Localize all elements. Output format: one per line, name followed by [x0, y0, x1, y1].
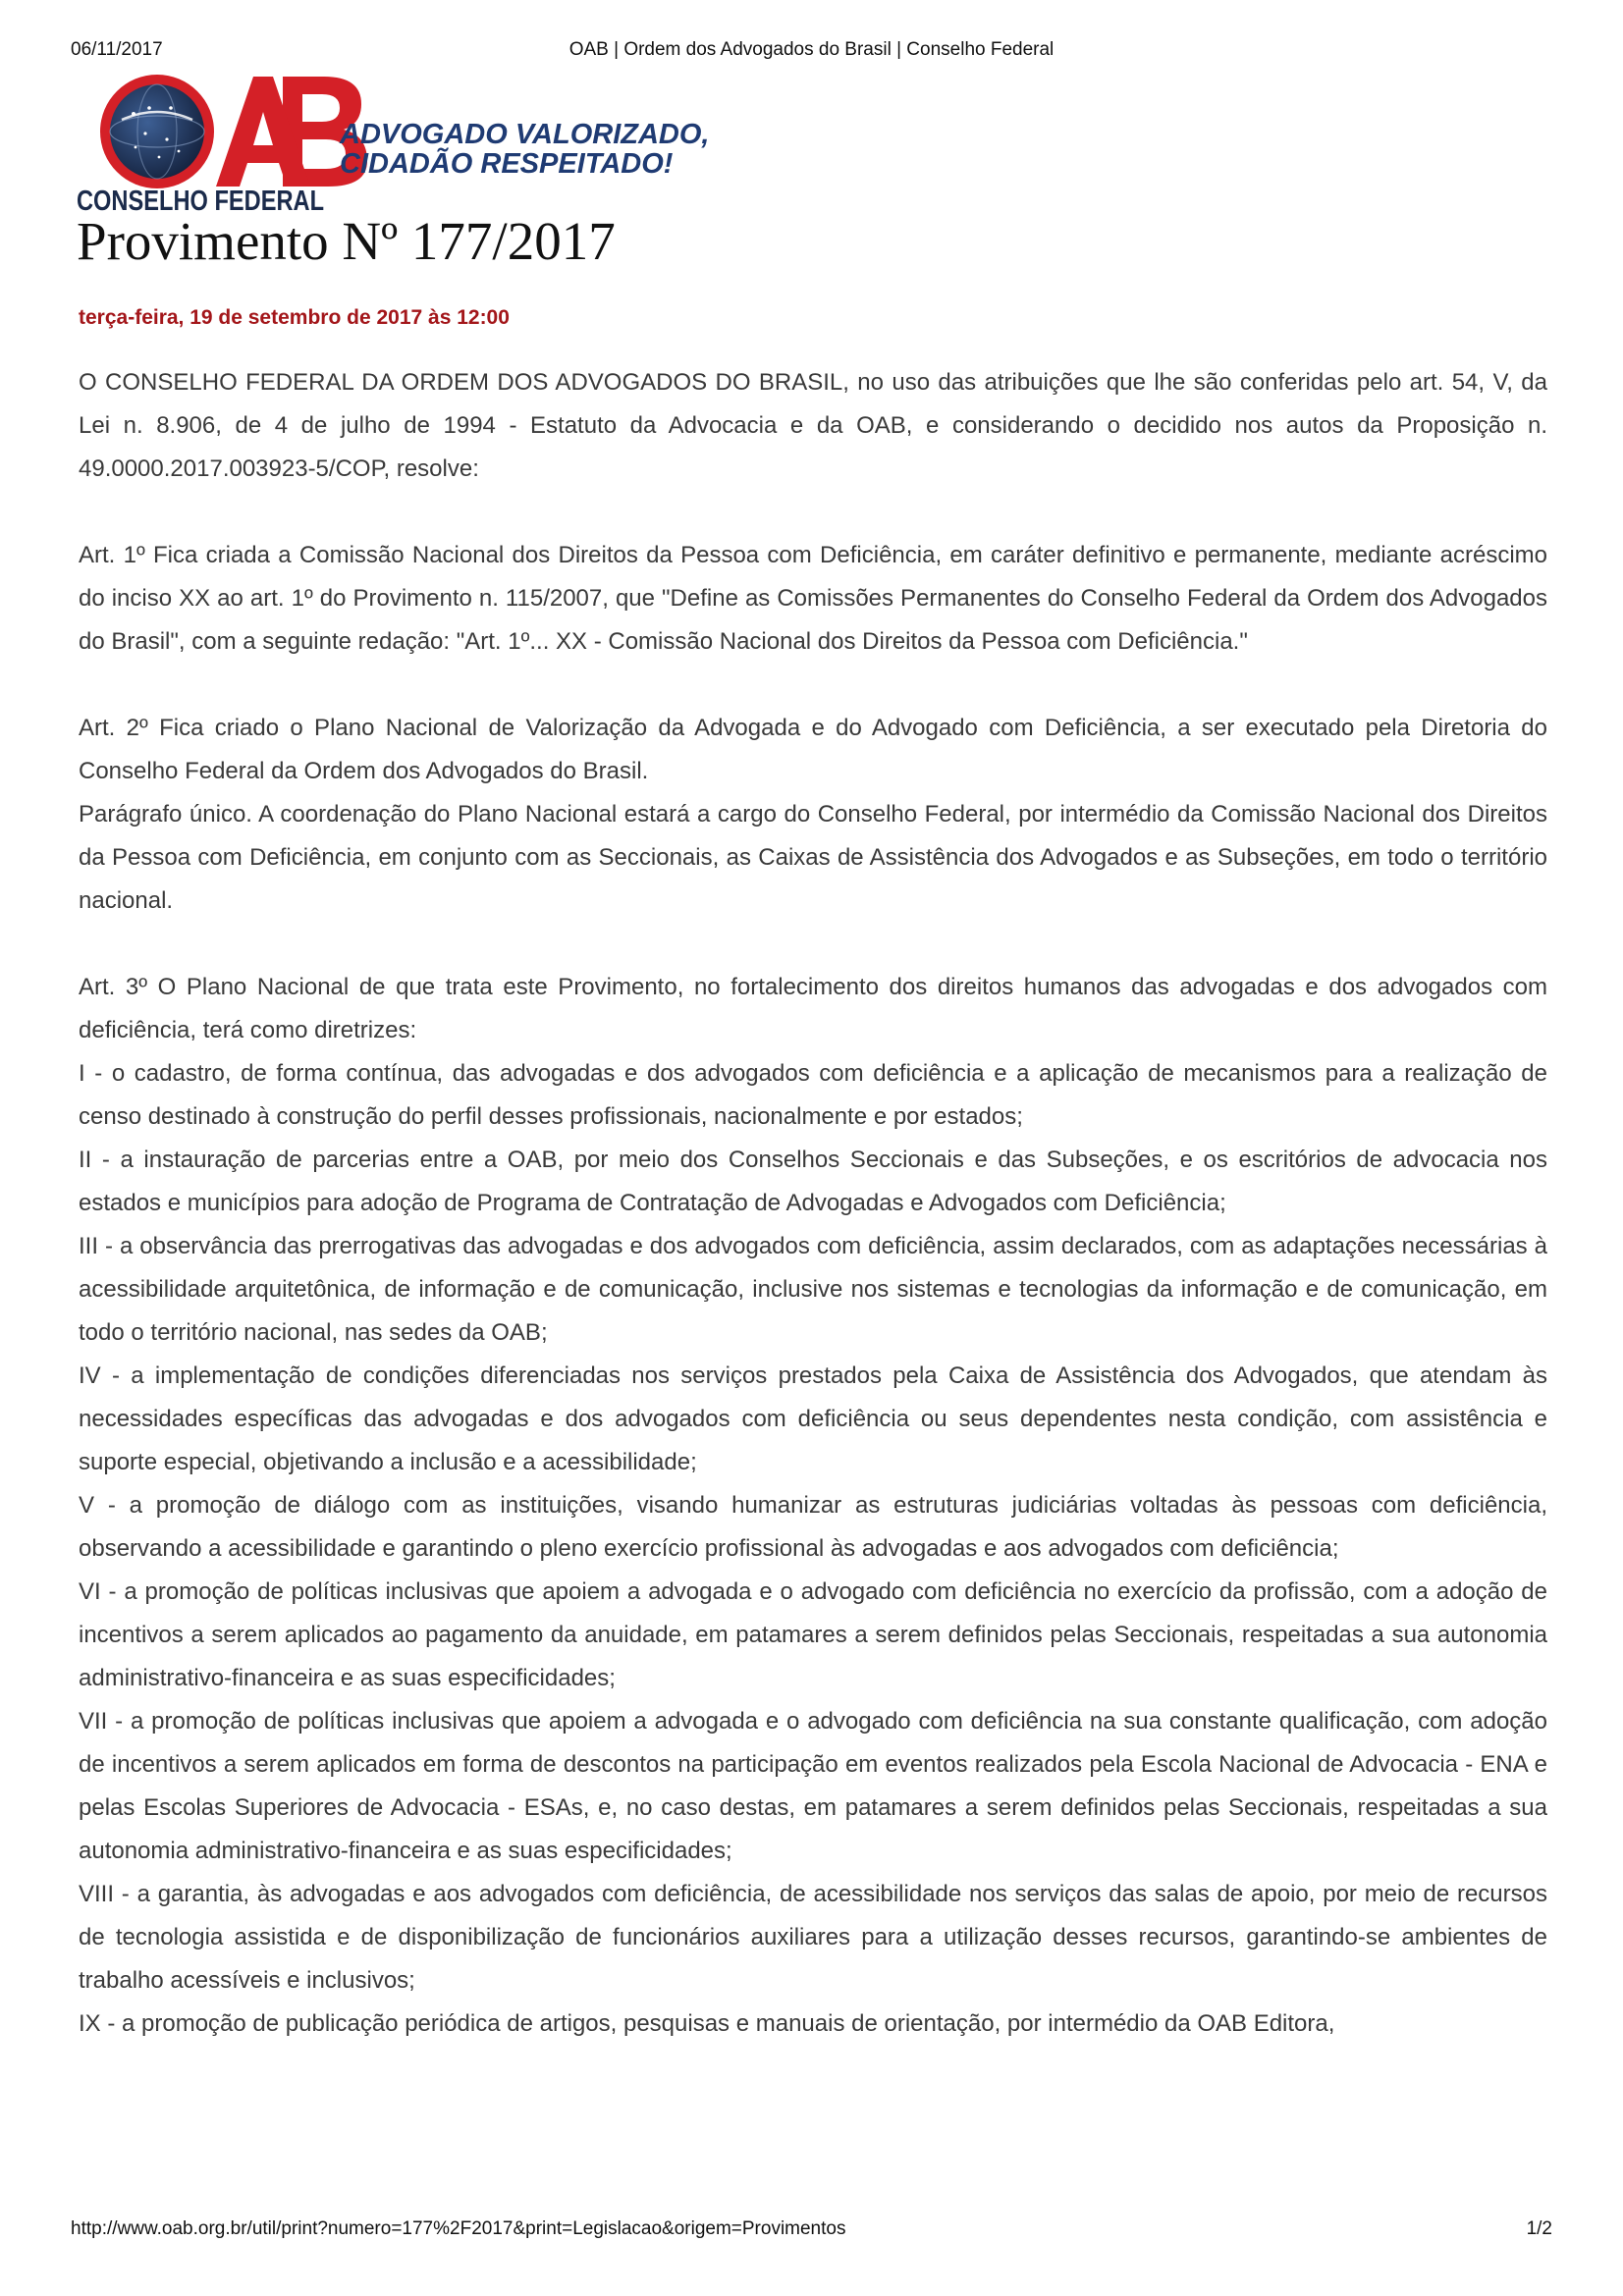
article-3-item-iv: IV - a implementação de condições diferenciadas nos serviços prestados pela Caixa de Assistência dos Advogados, que atendam às necessidades específicas das advogadas e dos advogados com deficiência ou seus dependentes nesta condição, com assistência e suporte especial, objetivando a inclusão e a acessibilidade; [79, 1362, 1547, 1475]
document-date: terça-feira, 19 de setembro de 2017 às 12:00 [79, 306, 510, 329]
article-3-item-ii: II - a instauração de parcerias entre a OAB, por meio dos Conselhos Seccionais e das Subseções, e os escritórios de advocacia nos estados e municípios para adoção de Programa de Contratação de Advogadas e Advogados com Deficiência; [79, 1147, 1547, 1216]
article-3-item-iii: III - a observância das prerrogativas das advogadas e dos advogados com deficiência, assim declarados, com as adaptações necessárias à acessibilidade arquitetônica, de informação e de comunicação, inclusive nos sistemas e tecnologias da informação e de comunicação, em todo o território nacional, nas sedes da OAB; [79, 1233, 1547, 1346]
page-number: 1/2 [1526, 2218, 1552, 2239]
article-3-item-vi: VI - a promoção de políticas inclusivas que apoiem a advogada e o advogado com deficiência no exercício da profissão, com a adoção de incentivos a serem aplicados ao pagamento da anuidade, em patamares a serem definidos pelas Seccionais, respeitadas a sua autonomia administrativo-financeira e as suas especificidades; [79, 1578, 1547, 1691]
oab-logo-graphic [77, 75, 710, 217]
document-title: Provimento Nº 177/2017 [77, 211, 616, 271]
article-2-paragraph: Art. 2º Fica criado o Plano Nacional de Valorização da Advogada e do Advogado com Deficiência, a ser executado pela Diretoria do Conselho Federal da Ordem dos Advogados do Brasil. [79, 715, 1547, 784]
preamble-paragraph: O CONSELHO FEDERAL DA ORDEM DOS ADVOGADOS DO BRASIL, no uso das atribuições que lhe são conferidas pelo art. 54, V, da Lei n. 8.906, de 4 de julho de 1994 - Estatuto da Advocacia e da OAB, e considerando o decidido nos autos da Proposição n. 49.0000.2017.003923-5/COP, resolve: [79, 369, 1547, 482]
logo-tagline-line1: ADVOGADO VALORIZADO, [340, 119, 710, 150]
document-body [79, 361, 1547, 2046]
article-3-item-viii: VIII - a garantia, às advogadas e aos advogados com deficiência, de acessibilidade nos serviços das salas de apoio, por meio de recursos de tecnologia assistida e de disponibilização de funcionários auxiliares para a utilização desses recursos, garantindo-se ambientes de trabalho acessíveis e inclusivos; [79, 1881, 1547, 1994]
article-3-item-vii: VII - a promoção de políticas inclusivas que apoiem a advogada e o advogado com deficiência na sua constante qualificação, com adoção de incentivos a serem aplicados em forma de descontos na participação em eventos realizados pela Escola Nacional de Advocacia - ENA e pelas Escolas Superiores de Advocacia - ESAs, e, no caso destas, em patamares a serem definidos pelas Seccionais, respeitadas a sua autonomia administrativo-financeira e as suas especificidades; [79, 1708, 1547, 1864]
logo-tagline-line2: CIDADÃO RESPEITADO! [340, 148, 674, 180]
oab-logo [77, 75, 710, 217]
article-1-paragraph: Art. 1º Fica criada a Comissão Nacional dos Direitos da Pessoa com Deficiência, em caráter definitivo e permanente, mediante acréscimo do inciso XX ao art. 1º do Provimento n. 115/2007, que "Define as Comissões Permanentes do Conselho Federal da Ordem dos Advogados do Brasil", com a seguinte redação: "Art. 1º... XX - Comissão Nacional dos Direitos da Pessoa com Deficiência." [79, 542, 1547, 655]
logo-caption: CONSELHO FEDERAL [77, 186, 324, 217]
article-3-paragraph: Art. 3º O Plano Nacional de que trata este Provimento, no fortalecimento dos direitos humanos das advogadas e dos advogados com deficiência, terá como diretrizes: [79, 974, 1547, 1043]
print-url: http://www.oab.org.br/util/print?numero=177%2F2017&print=Legislacao&origem=Provimentos [71, 2218, 846, 2239]
print-date: 06/11/2017 [71, 39, 163, 60]
article-3-item-ix: IX - a promoção de publicação periódica de artigos, pesquisas e manuais de orientação, por intermédio da OAB Editora, [79, 2010, 1335, 2037]
print-page-title: OAB | Ordem dos Advogados do Brasil | Conselho Federal [568, 39, 1055, 60]
article-3-item-i: I - o cadastro, de forma contínua, das advogadas e dos advogados com deficiência e a aplicação de mecanismos para a realização de censo destinado à construção do perfil desses profissionais, nacionalmente e por estados; [79, 1060, 1547, 1130]
globe-icon [110, 84, 204, 179]
article-3-item-v: V - a promoção de diálogo com as instituições, visando humanizar as estruturas judiciárias voltadas às pessoas com deficiência, observando a acessibilidade e garantindo o pleno exercício profissional às advogadas e aos advogados com deficiência; [79, 1492, 1547, 1562]
article-2-sole-paragraph: Parágrafo único. A coordenação do Plano Nacional estará a cargo do Conselho Federal, por intermédio da Comissão Nacional dos Direitos da Pessoa com Deficiência, em conjunto com as Seccionais, as Caixas de Assistência dos Advogados e as Subseções, em todo o território nacional. [79, 801, 1547, 914]
print-header [71, 39, 1552, 65]
